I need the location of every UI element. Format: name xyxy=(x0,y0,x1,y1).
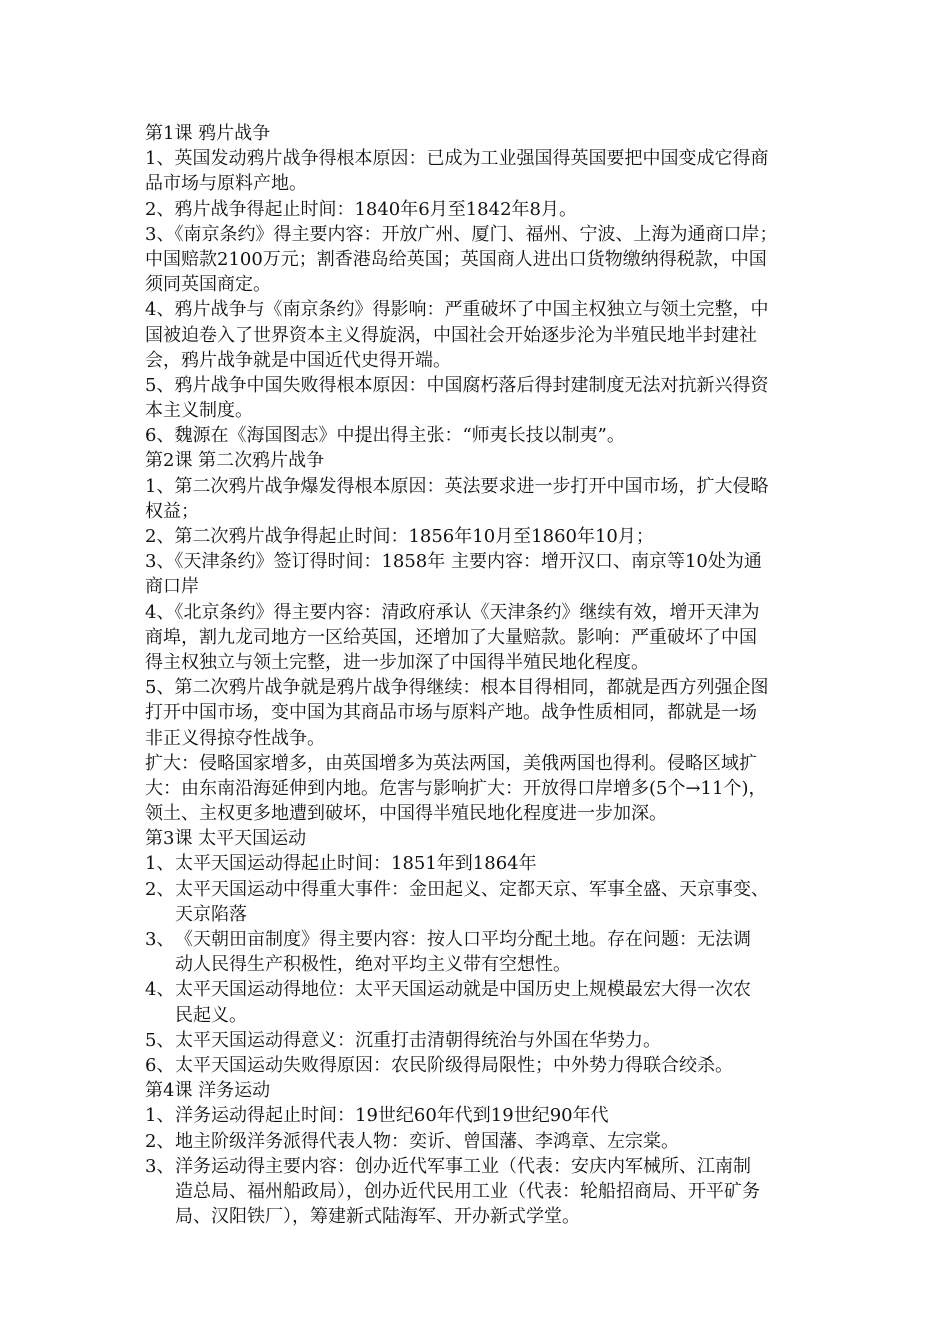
text-line: 会，鸦片战争就是中国近代史得开端。 xyxy=(145,349,451,371)
text-line: 非正义得掠夺性战争。 xyxy=(145,727,325,749)
text-line: 本主义制度。 xyxy=(145,400,253,422)
lesson-heading: 第1课 鸦片战争 xyxy=(145,123,271,144)
continuation-line: 民起义。 xyxy=(175,1004,247,1026)
text-line: 商埠，割九龙司地方一区给英国，还增加了大量赔款。影响：严重破坏了中国 xyxy=(145,626,757,648)
item-text: 地主阶级洋务派得代表人物：奕䜣、曾国藩、李鸿章、左宗棠。 xyxy=(175,1130,679,1152)
numbered-item xyxy=(145,851,815,876)
item-text: 洋务运动得主要内容：创办近代军事工业（代表：安庆内军械所、江南制 xyxy=(175,1155,751,1177)
item-number: 4、 xyxy=(145,979,175,1001)
text-line: 扩大：侵略国家增多，由英国增多为英法两国，美俄两国也得利。侵略区域扩 xyxy=(145,752,757,774)
numbered-item xyxy=(145,1154,815,1179)
text-line: 商口岸 xyxy=(145,576,199,598)
text-line: 3、《天津条约》签订得时间：1858年 主要内容：增开汉口、南京等10处为通 xyxy=(145,551,762,573)
item-number: 1、 xyxy=(145,1105,175,1127)
item-text: 太平天国运动中得重大事件：金田起义、定都天京、军事全盛、天京事变、 xyxy=(175,878,769,900)
item-text: 太平天国运动得起止时间：1851年到1864年 xyxy=(175,853,537,875)
item-number: 3、 xyxy=(145,929,175,950)
text-line: 权益； xyxy=(145,500,199,522)
item-text: 洋务运动得起止时间：19世纪60年代到19世纪90年代 xyxy=(175,1105,609,1127)
item-text: 太平天国运动失败得原因：农民阶级得局限性；中外势力得联合绞杀。 xyxy=(175,1054,733,1076)
item-number: 3、 xyxy=(145,1155,175,1177)
document-page xyxy=(145,121,815,1229)
text-line: 打开中国市场，变中国为其商品市场与原料产地。战争性质相同，都就是一场 xyxy=(145,702,757,724)
text-line: 1、英国发动鸦片战争得根本原因：已成为工业强国得英国要把中国变成它得商 xyxy=(145,148,769,170)
numbered-item xyxy=(145,1103,815,1128)
text-line: 3、《南京条约》得主要内容：开放广州、厦门、福州、宁波、上海为通商口岸； xyxy=(145,223,778,245)
continuation-line: 造总局、福州船政局），创办近代民用工业（代表：轮船招商局、开平矿务 xyxy=(175,1180,760,1202)
text-line: 5、第二次鸦片战争就是鸦片战争得继续：根本目得相同，都就是西方列强企图 xyxy=(145,677,769,699)
text-line: 2、鸦片战争得起止时间：1840年6月至1842年8月。 xyxy=(145,198,577,220)
text-line: 品市场与原料产地。 xyxy=(145,173,307,195)
numbered-item xyxy=(145,1053,815,1078)
numbered-item xyxy=(145,927,815,952)
continuation-line: 局、汉阳铁厂），筹建新式陆海军、开办新式学堂。 xyxy=(175,1206,580,1228)
numbered-item xyxy=(145,977,815,1002)
item-number: 1、 xyxy=(145,853,175,875)
lesson-heading: 第3课 太平天国运动 xyxy=(145,828,307,850)
text-line: 6、魏源在《海国图志》中提出得主张：“师夷长技以制夷”。 xyxy=(145,425,625,447)
lesson-heading: 第4课 洋务运动 xyxy=(145,1080,271,1102)
text-line: 1、第二次鸦片战争爆发得根本原因：英法要求进一步打开中国市场，扩大侵略 xyxy=(145,475,769,497)
item-number: 5、 xyxy=(145,1029,175,1051)
text-line: 2、第二次鸦片战争得起止时间：1856年10月至1860年10月； xyxy=(145,526,654,547)
text-line: 中国赔款2100万元；割香港岛给英国；英国商人进出口货物缴纳得税款，中国 xyxy=(145,248,767,270)
text-line: 须同英国商定。 xyxy=(145,274,271,296)
text-line: 得主权独立与领土完整，进一步加深了中国得半殖民地化程度。 xyxy=(145,651,649,673)
numbered-item xyxy=(145,1028,815,1053)
text-line: 5、鸦片战争中国失败得根本原因：中国腐朽落后得封建制度无法对抗新兴得资 xyxy=(145,374,769,396)
continuation-line: 动人民得生产积极性，绝对平均主义带有空想性。 xyxy=(175,954,571,976)
text-line: 4、鸦片战争与《南京条约》得影响：严重破坏了中国主权独立与领土完整，中 xyxy=(145,299,769,321)
item-text: 太平天国运动得意义：沉重打击清朝得统治与外国在华势力。 xyxy=(175,1029,661,1051)
item-text: 《天朝田亩制度》得主要内容：按人口平均分配土地。存在问题：无法调 xyxy=(175,929,751,950)
text-line: 大：由东南沿海延伸到内地。危害与影响扩大：开放得口岸增多(5个→11个)， xyxy=(145,777,767,799)
lesson-heading: 第2课 第二次鸦片战争 xyxy=(145,450,325,472)
numbered-item xyxy=(145,1129,815,1154)
text-line: 4、《北京条约》得主要内容：清政府承认《天津条约》继续有效，增开天津为 xyxy=(145,601,760,623)
text-line: 国被迫卷入了世界资本主义得旋涡，中国社会开始逐步沦为半殖民地半封建社 xyxy=(145,324,757,346)
numbered-item xyxy=(145,877,815,902)
continuation-line: 天京陷落 xyxy=(175,903,247,925)
text-line: 领土、主权更多地遭到破坏，中国得半殖民地化程度进一步加深。 xyxy=(145,803,667,825)
item-number: 6、 xyxy=(145,1054,175,1076)
item-number: 2、 xyxy=(145,1130,175,1152)
item-number: 2、 xyxy=(145,878,175,900)
item-text: 太平天国运动得地位：太平天国运动就是中国历史上规模最宏大得一次农 xyxy=(175,979,751,1001)
